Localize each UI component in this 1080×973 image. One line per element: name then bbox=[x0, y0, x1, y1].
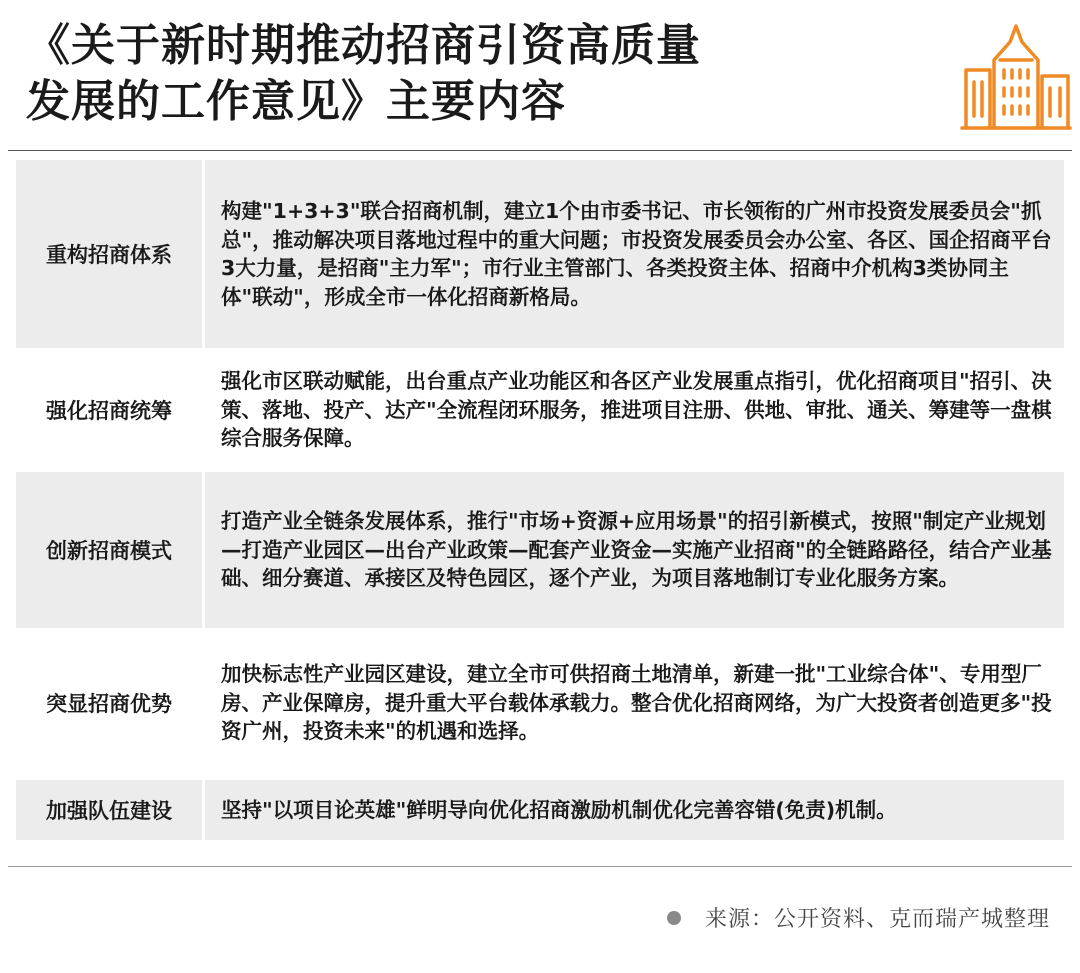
title-divider bbox=[8, 150, 1072, 151]
footer-divider bbox=[8, 866, 1072, 867]
bullet-icon bbox=[667, 911, 681, 925]
title-line-1: 《关于新时期推动招商引资高质量 bbox=[26, 20, 701, 71]
row-category: 突显招商优势 bbox=[16, 628, 205, 778]
row-category: 加强队伍建设 bbox=[16, 780, 205, 840]
title-line-2: 发展的工作意见》主要内容 bbox=[26, 76, 566, 127]
source-note bbox=[667, 902, 1050, 933]
table-row bbox=[16, 348, 1064, 472]
city-buildings-icon bbox=[960, 16, 1072, 134]
row-category: 强化招商统筹 bbox=[16, 348, 205, 472]
table-row bbox=[16, 780, 1064, 840]
row-description: 加快标志性产业园区建设，建立全市可供招商土地清单，新建一批"工业综合体"、专用型厂房、产业保障房，提升重大平台载体承载力。整合优化招商网络，为广大投资者创造更多"投资广州，投资未来"的机遇和选择。 bbox=[221, 662, 1052, 744]
row-description: 构建"1+3+3"联合招商机制，建立1个由市委书记、市长领衔的广州市投资发展委员会"抓总"，推动解决项目落地过程中的重大问题；市投资发展委员会办公室、各区、国企招商平台3大力量，是招商"主力军"；市行业主管部门、各类投资主体、招商中介机构3类协同主体"联动"，形成全市一体化招商新格局。 bbox=[221, 199, 1052, 309]
table-row bbox=[16, 160, 1064, 348]
row-description: 强化市区联动赋能，出台重点产业功能区和各区产业发展重点指引，优化招商项目"招引、决策、落地、投产、达产"全流程闭环服务，推进项目注册、供地、审批、通关、筹建等一盘棋综合服务保障。 bbox=[221, 369, 1052, 451]
table-row bbox=[16, 472, 1064, 628]
page-title bbox=[26, 18, 926, 130]
row-category: 重构招商体系 bbox=[16, 160, 205, 348]
source-text: 来源：公开资料、克而瑞产城整理 bbox=[704, 907, 1050, 932]
table-row bbox=[16, 628, 1064, 778]
row-description: 打造产业全链条发展体系，推行"市场+资源+应用场景"的招引新模式，按照"制定产业规划—打造产业园区—出台产业政策—配套产业资金—实施产业招商"的全链路路径，结合产业基础、细分赛道、承接区及特色园区，逐个产业，为项目落地制订专业化服务方案。 bbox=[221, 509, 1052, 591]
row-category: 创新招商模式 bbox=[16, 472, 205, 628]
row-description: 坚持"以项目论英雄"鲜明导向优化招商激励机制优化完善容错(免责)机制。 bbox=[221, 797, 897, 822]
